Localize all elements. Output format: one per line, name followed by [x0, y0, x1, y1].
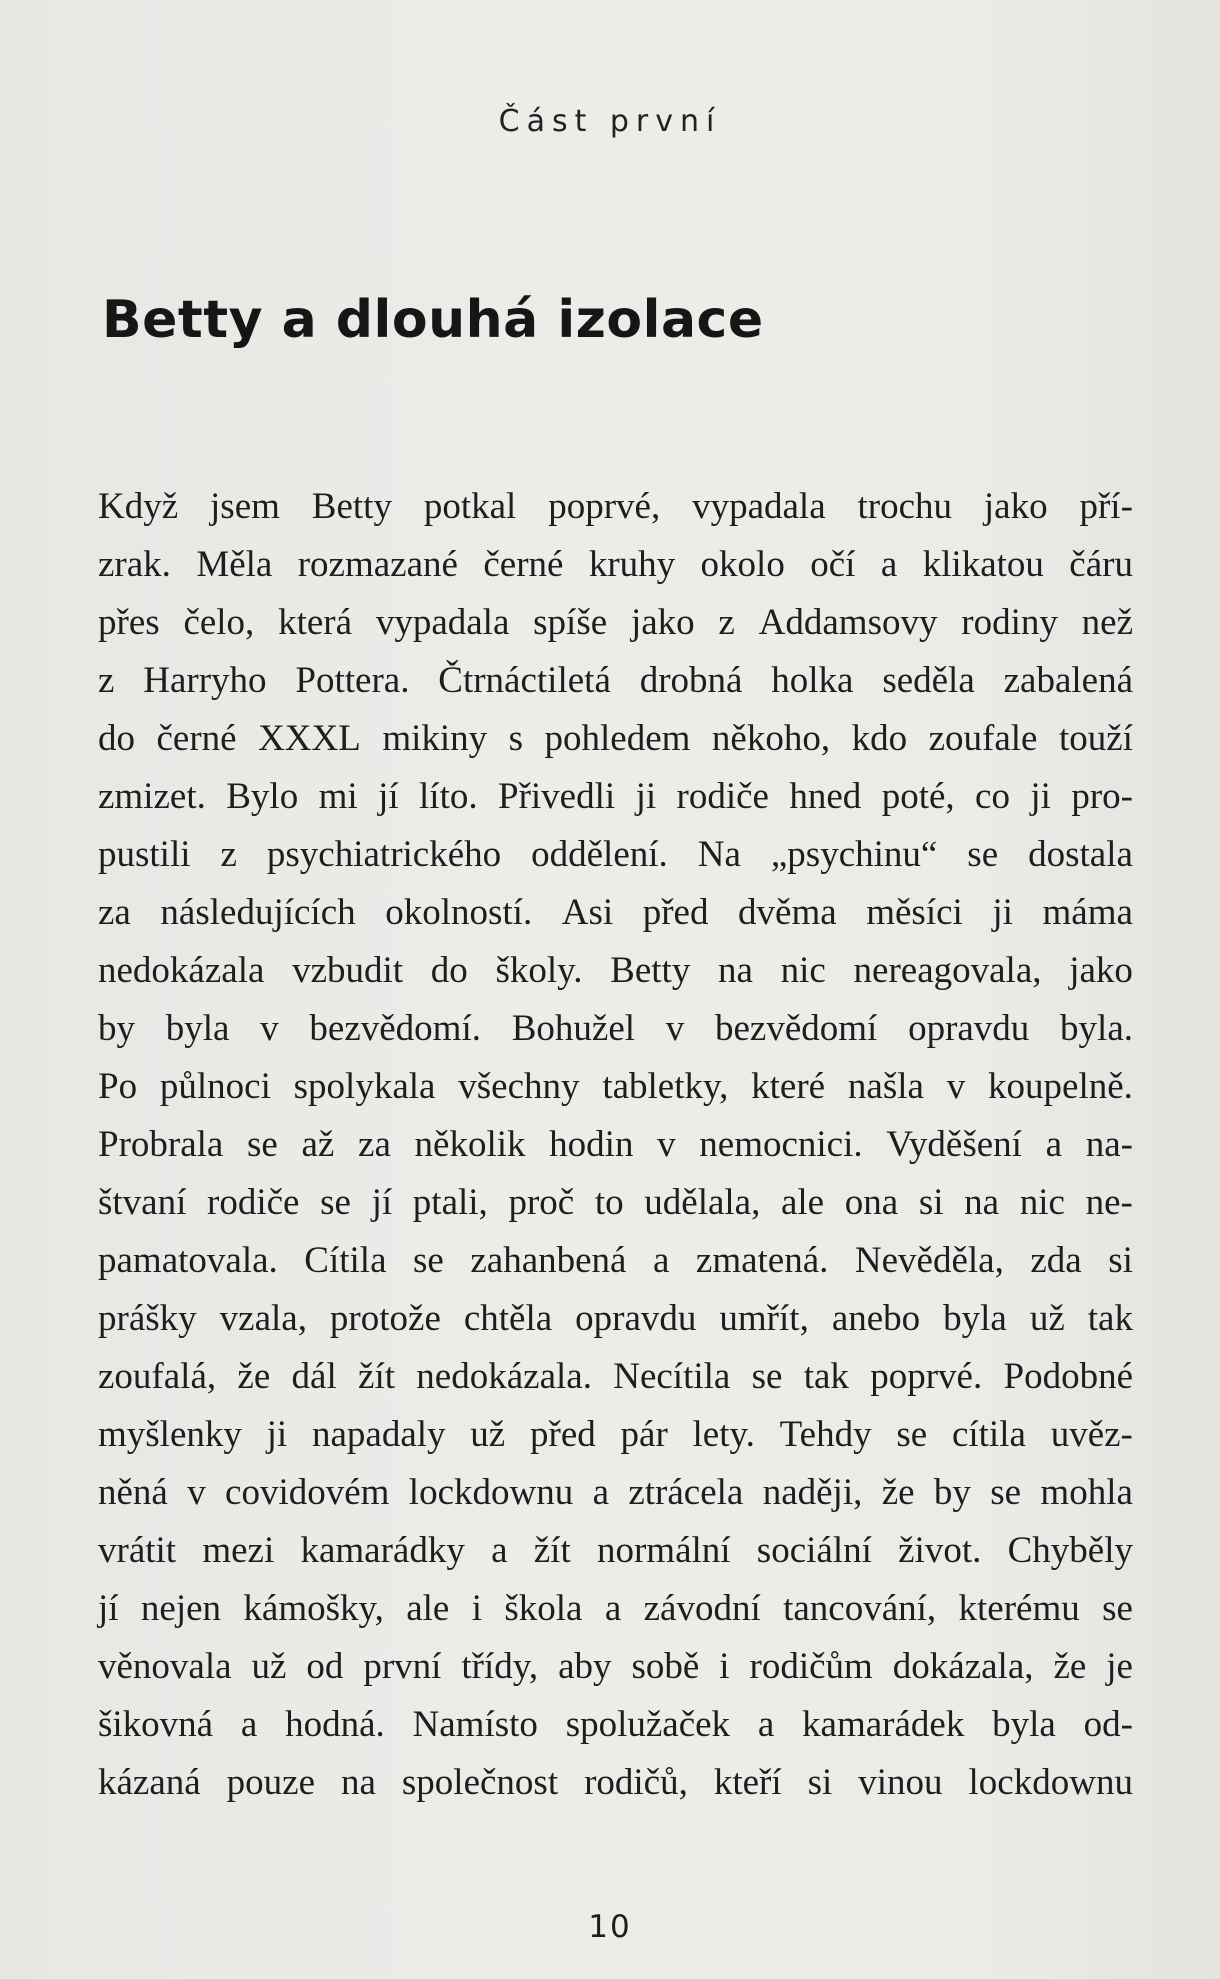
- text-line: myšlenky ji napadaly už před pár lety. Tehdy se cítila uvěz-: [98, 1414, 1133, 1455]
- text-line: vrátit mezi kamarádky a žít normální sociální život. Chyběly: [98, 1530, 1133, 1571]
- text-line: do černé XXXL mikiny s pohledem někoho, kdo zoufale touží: [98, 718, 1133, 759]
- text-line: pustili z psychiatrického oddělení. Na „psychinu“ se dostala: [98, 834, 1133, 875]
- text-line: něná v covidovém lockdownu a ztrácela naději, že by se mohla: [98, 1472, 1133, 1513]
- chapter-title: Betty a dlouhá izolace: [102, 290, 764, 350]
- text-line: Po půlnoci spolykala všechny tabletky, které našla v koupelně.: [98, 1066, 1133, 1107]
- part-label: Část první: [498, 104, 722, 139]
- text-line: Když jsem Betty potkal poprvé, vypadala trochu jako pří-: [98, 486, 1133, 527]
- text-line: jí nejen kámošky, ale i škola a závodní tancování, kterému se: [98, 1588, 1133, 1629]
- text-line: nedokázala vzbudit do školy. Betty na nic nereagovala, jako: [98, 950, 1133, 991]
- body-text: [98, 478, 1133, 1812]
- text-line: pamatovala. Cítila se zahanbená a zmatená. Nevěděla, zda si: [98, 1240, 1133, 1281]
- text-line: zmizet. Bylo mi jí líto. Přivedli ji rodiče hned poté, co ji pro-: [98, 776, 1133, 817]
- text-line: zoufalá, že dál žít nedokázala. Necítila se tak poprvé. Podobné: [98, 1356, 1133, 1397]
- text-line: by byla v bezvědomí. Bohužel v bezvědomí opravdu byla.: [98, 1008, 1133, 1049]
- text-line: za následujících okolností. Asi před dvěma měsíci ji máma: [98, 892, 1133, 933]
- text-line: štvaní rodiče se jí ptali, proč to udělala, ale ona si na nic ne-: [98, 1182, 1133, 1223]
- text-line: prášky vzala, protože chtěla opravdu umřít, anebo byla už tak: [98, 1298, 1133, 1339]
- text-line: Probrala se až za několik hodin v nemocnici. Vyděšení a na-: [98, 1124, 1133, 1165]
- text-line: z Harryho Pottera. Čtrnáctiletá drobná holka seděla zabalená: [98, 660, 1133, 701]
- text-line: šikovná a hodná. Namísto spolužaček a kamarádek byla od-: [98, 1704, 1133, 1745]
- text-line: zrak. Měla rozmazané černé kruhy okolo očí a klikatou čáru: [98, 544, 1133, 585]
- text-line: kázaná pouze na společnost rodičů, kteří si vinou lockdownu: [98, 1762, 1133, 1803]
- text-line: věnovala už od první třídy, aby sobě i rodičům dokázala, že je: [98, 1646, 1133, 1687]
- page-number: 10: [588, 1909, 632, 1945]
- text-line: přes čelo, která vypadala spíše jako z Addamsovy rodiny než: [98, 602, 1133, 643]
